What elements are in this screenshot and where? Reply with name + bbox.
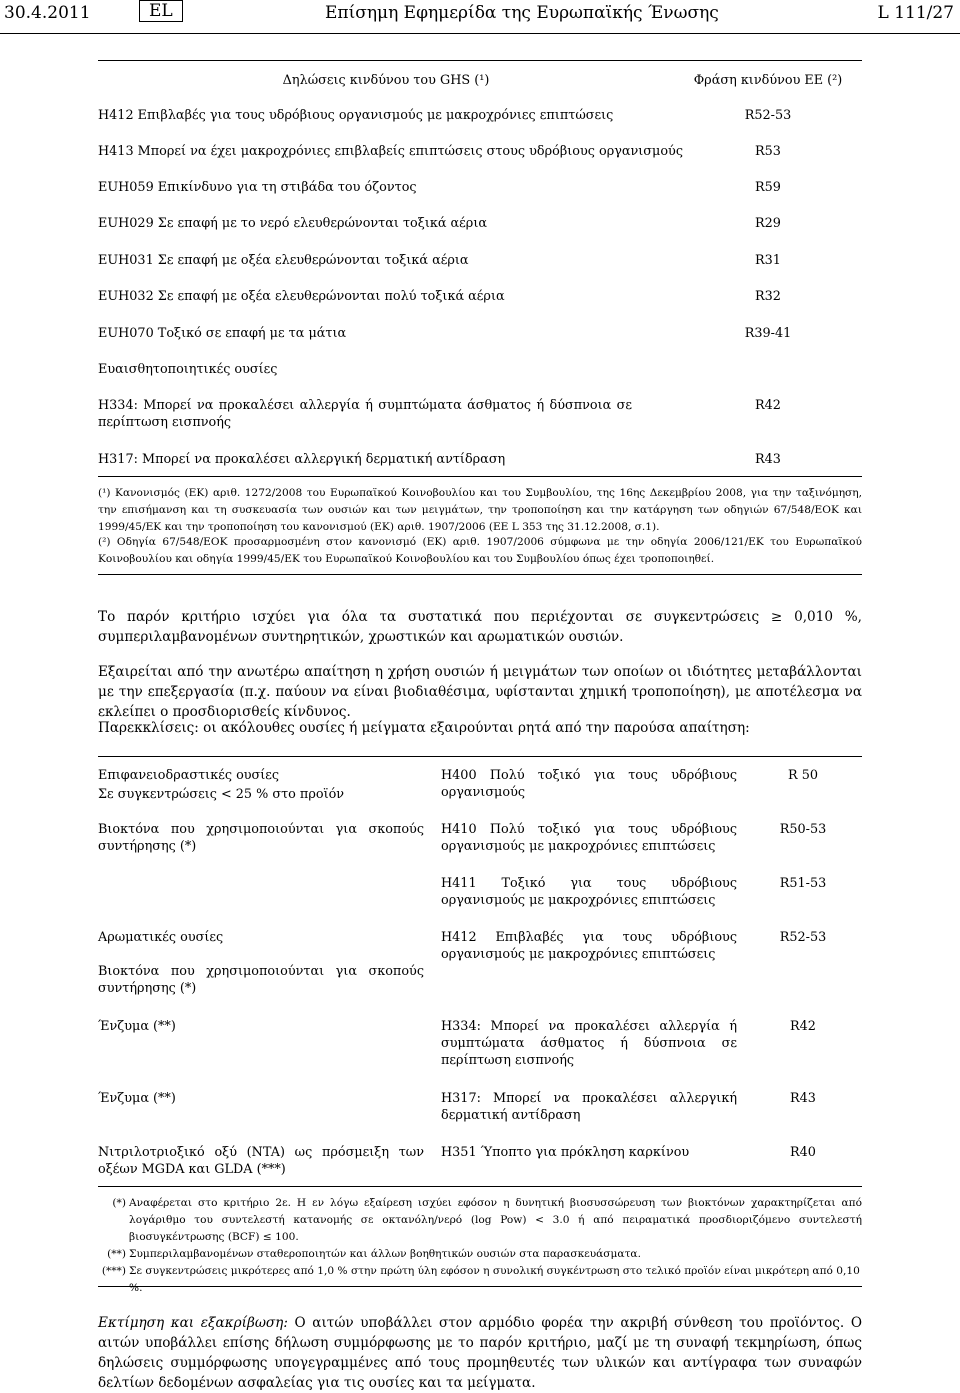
table2-phrase: R42 <box>790 1019 816 1034</box>
footnote-1: (¹) Κανονισμός (ΕΚ) αριθ. 1272/2008 του Ευρωπαϊκού Κοινοβουλίου και του Συμβουλίου, της 16ης Δεκεμβρίου 2008, για την ταξινόμηση, την επισήμανση και τη συσκευασία των ουσιών και των μειγμάτων, την τροποποίηση και την κατάργηση των οδηγιών 67/548/ΕΟΚ και 1999/45/ΕΚ και την τροποποίηση του κανονισμού (ΕΚ) αριθ. 1907/2006 (ΕΕ L 353 της 31.12.2008, σ.1). <box>98 487 862 533</box>
table2-hazard: H351 Ύποπτο για πρόκληση καρκίνου <box>441 1145 690 1160</box>
paragraph: Εξαιρείται από την ανωτέρω απαίτηση η χρήση ουσιών ή μειγμάτων των οποίων οι ιδιότητες μεταβάλλονται με την επεξεργασία (π.χ. παύουν να είναι βιοδιαθέσιμα, υφίστανται χημική τροποποίηση), με αποτέλεσμα να εκλείπει ο προσδιορισθείς κίνδυνος. <box>98 664 862 720</box>
table1-phrase: R42 <box>755 398 781 413</box>
table2-substance: Ένζυμα (**) <box>98 1019 176 1034</box>
table2-hazard: H410 Πολύ τοξικό για τους υδρόβιους οργανισμούς με μακροχρόνιες επιπτώσεις <box>441 822 737 854</box>
table2-phrase: R51-53 <box>779 876 827 891</box>
table1-phrase: R59 <box>755 180 781 195</box>
table1-phrase: R31 <box>755 253 781 268</box>
footnote-text: Αναφέρεται στο κριτήριο 2ε. Η εν λόγω εξαίρεση ισχύει εφόσον η δυνητική βιοσυσσώρευση των βιοκτόνων χαρακτηρίζεται από λογάριθμο του συντελεστή κατανομής σε οκτανόλη/νερό (log Pow) < 3.0 ή από πειραματικά προσδιοριζόμενο συντελεστή βιοσυγκέντρωσης (BCF) ≤ 100. <box>129 1197 862 1243</box>
assessment-label: Εκτίμηση και εξακρίβωση: <box>98 1315 288 1331</box>
footnote-mark: (*) <box>112 1197 126 1209</box>
table2-hazard: H400 Πολύ τοξικό για τους υδρόβιους οργανισμούς <box>441 768 737 800</box>
table1-statement: H334: Μπορεί να προκαλέσει αλλεργία ή συμπτώματα άσθματος ή δύσπνοια σε περίπτωση εισπνοής <box>98 398 632 430</box>
table2-phrase: R52-53 <box>779 930 827 945</box>
table1-phrase: R43 <box>755 452 781 467</box>
table2-phrase: R40 <box>790 1145 816 1160</box>
table2-bottom-rule <box>98 1186 862 1187</box>
journal-title: Επίσημη Εφημερίδα της Ευρωπαϊκής Ένωσης <box>325 3 719 23</box>
table2-hazard: H412 Επιβλαβές για τους υδρόβιους οργανισμούς με μακροχρόνιες επιπτώσεις <box>441 930 737 962</box>
table2-substance: Βιοκτόνα που χρησιμοποιούνται για σκοπούς συντήρησης (*) <box>98 822 424 854</box>
table2-hazard: H334: Μπορεί να προκαλέσει αλλεργία ή συμπτώματα άσθματος ή δύσπνοια σε περίπτωση εισπνοής <box>441 1019 737 1068</box>
table2-substance: Ένζυμα (**) <box>98 1091 176 1106</box>
assessment-text: Ο αιτών υποβάλλει στον αρμόδιο φορέα την ακριβή σύνθεση του προϊόντος. Ο αιτών υποβάλλει επίσης δήλωση συμμόρφωσης με το παρόν κριτήριο, μαζί με τη συναφή τεκμηρίωση, όπως δηλώσεις συμμόρφωσης υπογεγραμμένες από τους προμηθευτές των υλικών και αντίγραφα των συναφών δελτίων δεδομένων ασφαλείας για τις ουσίες και τα μείγματα. <box>98 1315 862 1391</box>
paragraph: Το παρόν κριτήριο ισχύει για όλα τα συστατικά που περιέχονται σε συγκεντρώσεις ≥ 0,010 %, συμπεριλαμβανομένων συντηρητικών, χρωστικών και αρωματικών ουσιών. <box>98 609 862 645</box>
table1-statement: EUH031 Σε επαφή με οξέα ελευθερώνονται τοξικά αέρια <box>98 253 469 268</box>
table1-phrase: R29 <box>755 216 781 231</box>
footnote-text: Συμπεριλαμβανομένων σταθεροποιητών και άλλων βοηθητικών ουσιών στα παρασκευάσματα. <box>129 1248 641 1260</box>
table1-statement: H413 Μπορεί να έχει μακροχρόνιες επιβλαβείς επιπτώσεις στους υδρόβιους οργανισμούς <box>98 144 684 159</box>
table1-phrase: R39-41 <box>744 326 792 341</box>
table2-hazard: H317: Μπορεί να προκαλέσει αλλεργική δερματική αντίδραση <box>441 1091 737 1123</box>
table1-col1-header: Δηλώσεις κινδύνου του GHS (¹) <box>282 73 490 88</box>
table1-statement: H317: Μπορεί να προκαλέσει αλλεργική δερματική αντίδραση <box>98 452 506 467</box>
table1-col2-header: Φράση κινδύνου ΕΕ (²) <box>693 73 843 88</box>
table1-section-heading: Ευαισθητοποιητικές ουσίες <box>98 362 278 377</box>
table2-substance: Αρωματικές ουσίες <box>98 930 224 945</box>
footnote-2: (²) Οδηγία 67/548/ΕΟΚ προσαρμοσμένη στον κανονισμό (ΕΚ) αριθ. 1907/2006 σύμφωνα με την οδηγία 2006/121/ΕΚ του Ευρωπαϊκού Κοινοβουλίου και οδηγία 1999/45/ΕΚ του Ευρωπαϊκού Κοινοβουλίου και του Συμβουλίου όπως έχει τροποποιηθεί. <box>98 536 862 565</box>
footnote-text: Σε συγκεντρώσεις μικρότερες από 1,0 % στην πρώτη ύλη εφόσον η συνολική συγκέντρωση στο τελικό προϊόν είναι μικρότερη από 0,10 %. <box>129 1265 860 1294</box>
language-badge: EL <box>139 0 183 22</box>
table2-phrase: R43 <box>790 1091 816 1106</box>
table2-substance: Επιφανειοδραστικές ουσίες <box>98 768 280 783</box>
table1-statement: EUH032 Σε επαφή με οξέα ελευθερώνονται πολύ τοξικά αέρια <box>98 289 505 304</box>
page-header <box>0 0 960 34</box>
table1-phrase: R53 <box>755 144 781 159</box>
paragraph: Παρεκκλίσεις: οι ακόλουθες ουσίες ή μείγματα εξαιρούνται ρητά από την παρούσα απαίτηση: <box>98 720 750 736</box>
table2-phrase: R50-53 <box>779 822 827 837</box>
table1-phrase: R52-53 <box>744 108 792 123</box>
table2-substance: Σε συγκεντρώσεις < 25 % στο προϊόν <box>98 787 345 802</box>
header-rule <box>0 33 960 34</box>
footnote-mark: (**) <box>107 1248 126 1260</box>
table1-statement: EUH029 Σε επαφή με το νερό ελευθερώνονται τοξικά αέρια <box>98 216 487 231</box>
table1-top-rule <box>98 60 862 61</box>
footnotes-rule <box>98 1286 862 1287</box>
table2-phrase: R 50 <box>788 768 818 783</box>
table2-substance: Νιτριλοτριοξικό οξύ (NTA) ως πρόσμειξη των οξέων MGDA και GLDA (***) <box>98 1145 424 1177</box>
table1-phrase: R32 <box>755 289 781 304</box>
table1-statement: EUH070 Τοξικό σε επαφή με τα μάτια <box>98 326 347 341</box>
table2-hazard: H411 Τοξικό για τους υδρόβιους οργανισμούς με μακροχρόνιες επιπτώσεις <box>441 876 737 908</box>
footnote-mark: (***) <box>101 1265 126 1277</box>
table1-bottom-rule <box>98 476 862 477</box>
table1-statement: EUH059 Επικίνδυνο για τη στιβάδα του όζοντος <box>98 180 417 195</box>
page-number: L 111/27 <box>877 3 954 23</box>
publication-date: 30.4.2011 <box>4 3 91 23</box>
table1-statement: H412 Επιβλαβές για τους υδρόβιους οργανισμούς με μακροχρόνιες επιπτώσεις <box>98 108 614 123</box>
table2-top-rule <box>98 756 862 757</box>
assessment-paragraph <box>98 1313 862 1393</box>
table2-substance: Βιοκτόνα που χρησιμοποιούνται για σκοπούς συντήρησης (*) <box>98 964 424 996</box>
footnotes-rule <box>98 574 862 575</box>
